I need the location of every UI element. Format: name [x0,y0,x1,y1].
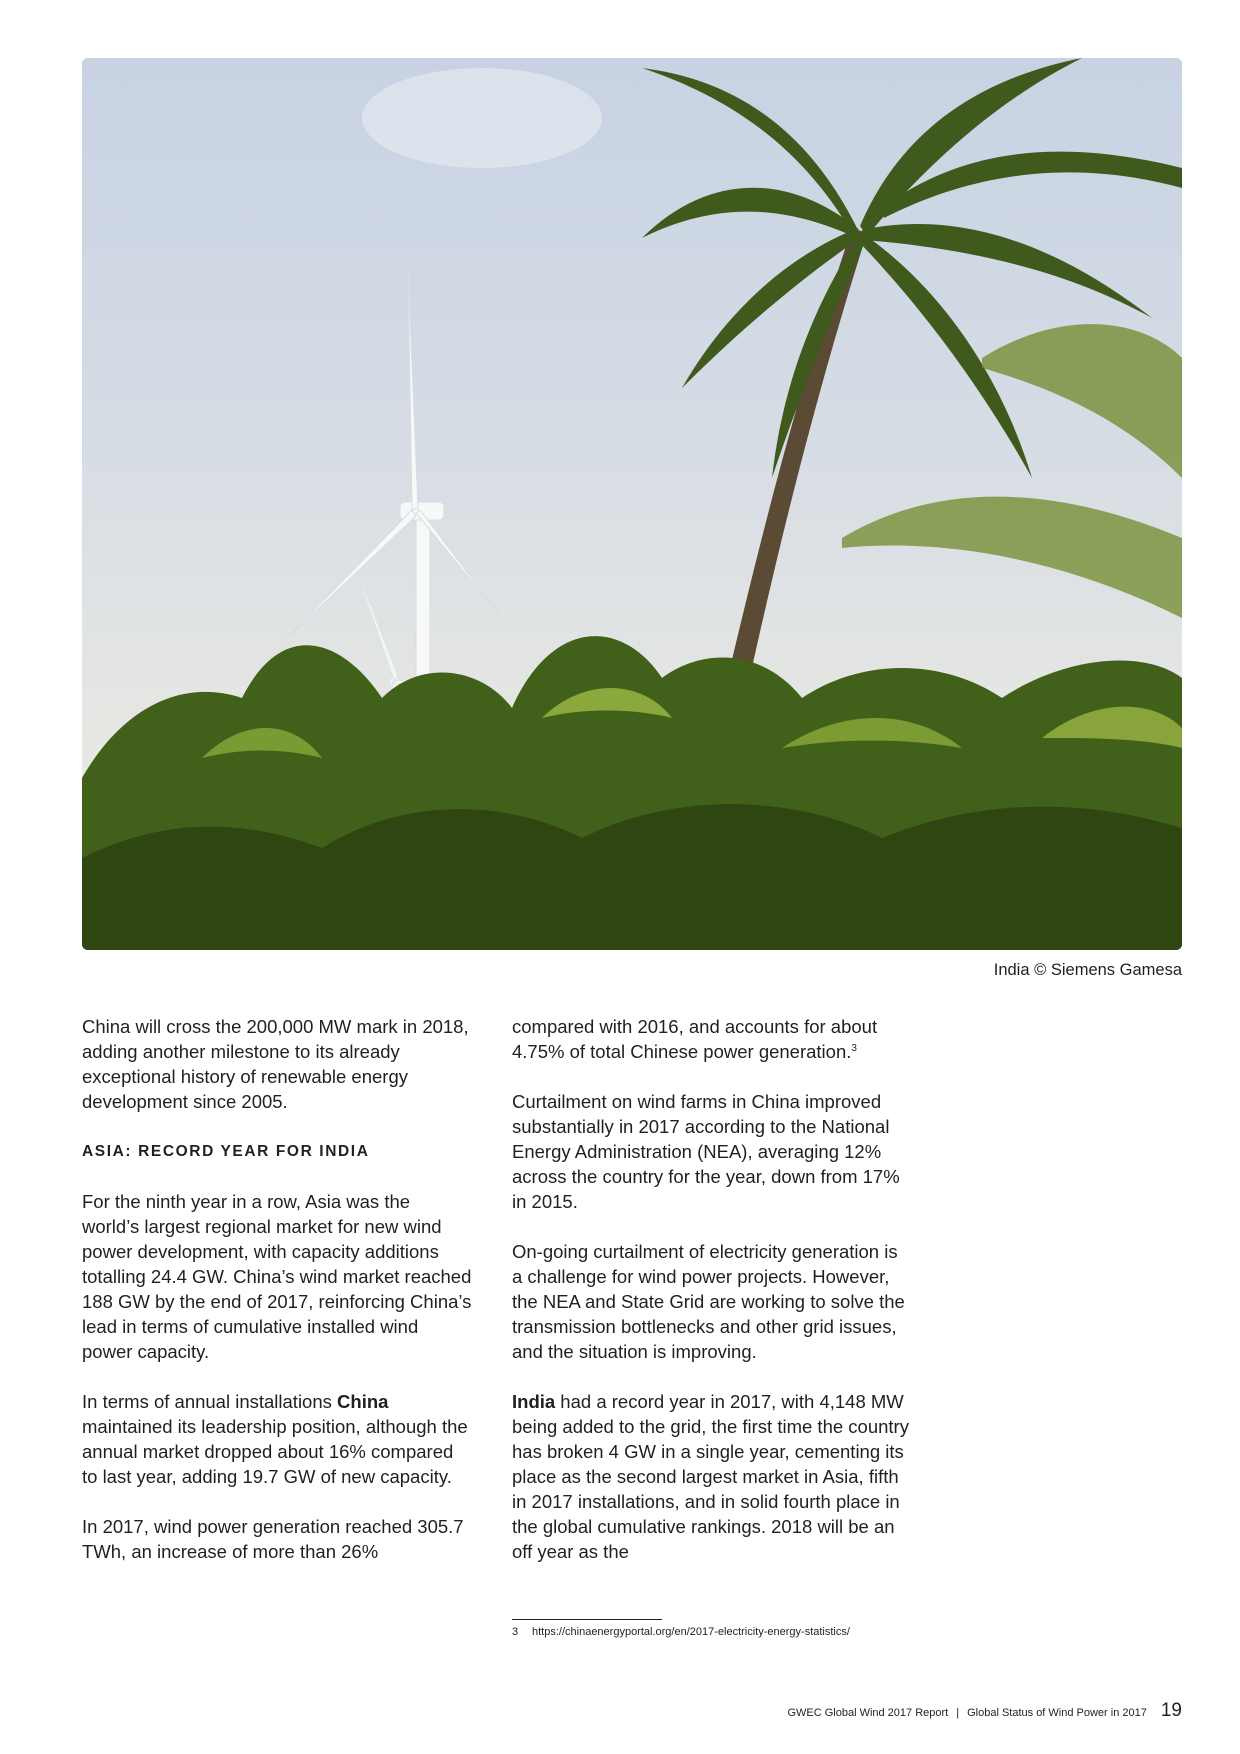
footer-section-title: Global Status of Wind Power in 2017 [967,1707,1147,1719]
footer-separator: | [956,1707,960,1719]
bold-country-china: China [337,1391,389,1412]
paragraph [512,1014,910,1064]
left-column [82,1014,472,1589]
paragraph [82,1389,472,1489]
footnote-number: 3 [512,1626,519,1638]
paragraph [512,1389,910,1564]
foreground-foliage [82,636,1182,950]
paragraph: On-going curtailment of electricity generation is a challenge for wind power projects. However, the NEA and State Grid are working to solve the transmission bottlenecks and other grid issues, and the situation is improving. [512,1241,905,1362]
footnote [512,1626,850,1638]
right-column [512,1014,910,1589]
footer-report-title: GWEC Global Wind 2017 Report [787,1707,949,1719]
paragraph: China will cross the 200,000 MW mark in 2018, adding another milestone to its already exceptional history of renewable energy development since 2005. [82,1016,469,1112]
cover-photo [82,58,1182,950]
paragraph: Curtailment on wind farms in China improved substantially in 2017 according to the National Energy Administration (NEA), averaging 12% across the country for the year, down from 17% in 2015. [512,1091,900,1212]
paragraph: In 2017, wind power generation reached 305.7 TWh, an increase of more than 26% [82,1516,464,1562]
text-run: In terms of annual installations [82,1391,338,1412]
bold-country-india: India [512,1391,556,1412]
page-number: 19 [1160,1700,1182,1721]
photo-caption: India © Siemens Gamesa [993,961,1182,979]
footnote-divider [512,1619,662,1620]
footnote-reference[interactable]: 3 [851,1042,857,1054]
page-footer [787,1700,1182,1722]
text-run: compared with 2016, and accounts for about 4.75% of total Chinese power generation. [512,1016,878,1062]
text-run: maintained its leadership position, although the annual market dropped about 16% compared to last year, adding 19.7 GW of new capacity. [82,1416,468,1487]
wind-turbine-landscape-image [82,58,1182,950]
text-run: had a record year in 2017, with 4,148 MW being added to the grid, the first time the country has broken 4 GW in a single year, cementing its place as the second largest market in Asia, fifth in 2017 installations, and in solid fourth place in the global cumulative rankings. 2018 will be an off year as the [512,1391,909,1562]
section-heading: ASIA: RECORD YEAR FOR INDIA [82,1143,370,1160]
paragraph: For the ninth year in a row, Asia was the world’s largest regional market for new wind power development, with capacity additions totalling 24.4 GW. China’s wind market reached 188 GW by the end of 2017, reinforcing China’s lead in terms of cumulative installed wind power capacity. [82,1191,472,1362]
footnote-link[interactable]: https://chinaenergyportal.org/en/2017-electricity-energy-statistics/ [532,1626,850,1638]
